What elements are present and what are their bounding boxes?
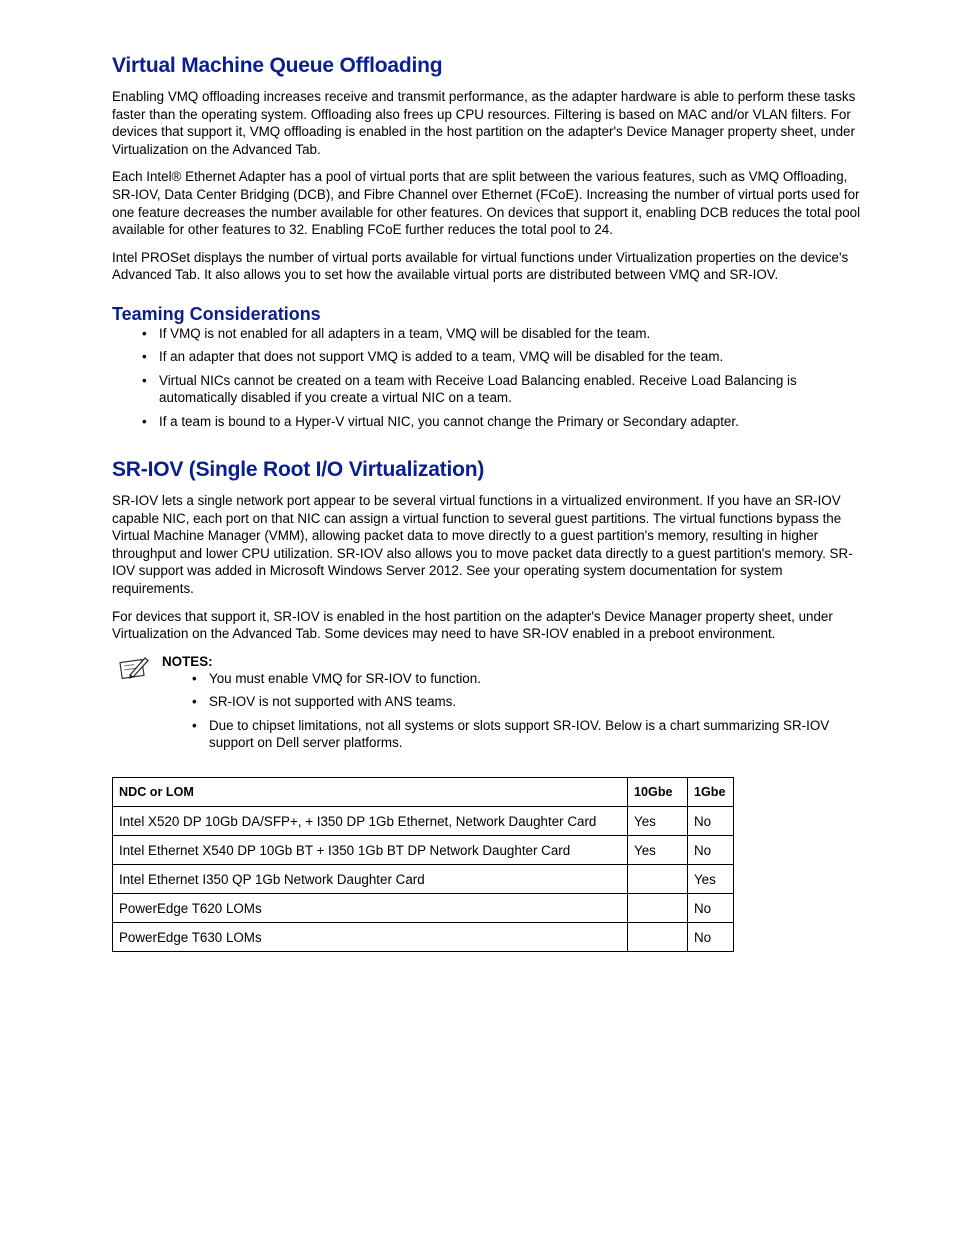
cell-device: Intel Ethernet I350 QP 1Gb Network Daughter Card [113,865,628,894]
sriov-heading: SR-IOV (Single Root I/O Virtualization) [112,457,485,481]
vmq-heading: Virtual Machine Queue Offloading [112,54,443,77]
vmq-paragraph-3: Intel PROSet displays the number of virtual ports available for virtual functions under Virtualization properties on the device's Advanced Tab. It also allows you to set how the available virtual ports are distributed between VMQ and SR-IOV. [112,249,849,283]
cell-device: PowerEdge T620 LOMs [113,894,628,923]
cell-device: PowerEdge T630 LOMs [113,923,628,952]
notes-list [112,670,864,752]
sriov-paragraph-2: For devices that support it, SR-IOV is enabled in the host partition on the adapter's Device Manager property sheet, under Virtualization on the Advanced Tab. Some devices may need to have SR-IOV enabled in a preboot environment. [112,608,833,642]
cell-10gbe [628,923,688,952]
cell-10gbe: Yes [628,836,688,865]
list-item: • You must enable VMQ for SR-IOV to function. [112,670,864,687]
header-1gbe: 1Gbe [687,778,733,807]
list-item: • If a team is bound to a Hyper-V virtual NIC, you cannot change the Primary or Secondary adapter. [112,413,864,430]
cell-1gbe: No [687,836,733,865]
cell-device: Intel X520 DP 10Gb DA/SFP+, + I350 DP 1Gb Ethernet, Network Daughter Card [113,807,628,836]
cell-10gbe [628,894,688,923]
sriov-support-table [112,777,734,952]
teaming-section [112,304,864,430]
cell-device: Intel Ethernet X540 DP 10Gb BT + I350 1Gb BT DP Network Daughter Card [113,836,628,865]
sriov-paragraph-1: SR-IOV lets a single network port appear to be several virtual functions in a virtualized environment. If you have an SR-IOV capable NIC, each port on that NIC can assign a virtual function to several guest partitions. The virtual functions bypass the Virtual Machine Manager (VMM), allowing packet data to move directly to a guest partition's memory, resulting in higher throughput and lower CPU utilization. SR-IOV also allows you to move packet data directly to a guest partition's memory. SR-IOV support was added in Microsoft Windows Server 2012. See your operating system documentation for system requirements. [112,492,853,596]
table-row [113,807,734,836]
cell-1gbe: Yes [687,865,733,894]
list-item: • Virtual NICs cannot be created on a team with Receive Load Balancing enabled. Receive Load Balancing is automatically disabled if you create a virtual NIC on a team. [112,372,864,407]
document-page [112,54,864,952]
teaming-list [112,325,864,430]
table-row [113,865,734,894]
table-row [113,836,734,865]
vmq-section [112,54,864,284]
notes-title: NOTES: [162,653,213,669]
cell-10gbe [628,865,688,894]
vmq-paragraph-2: Each Intel® Ethernet Adapter has a pool of virtual ports that are split between the various features, such as VMQ Offloading, SR-IOV, Data Center Bridging (DCB), and Fibre Channel over Ethernet (FCoE). Increasing the number of virtual ports used for one feature decreases the number available for other features. On devices that support it, enabling DCB reduces the total pool available for other features to 32. Enabling FCoE further reduces the total pool to 24. [112,169,861,238]
table-row [113,894,734,923]
header-10gbe: 10Gbe [628,778,688,807]
table-header-row [113,778,734,807]
list-item: • Due to chipset limitations, not all systems or slots support SR-IOV. Below is a chart summarizing SR-IOV support on Dell server platforms. [112,717,864,752]
header-ndc-lom: NDC or LOM [113,778,628,807]
cell-1gbe: No [687,894,733,923]
cell-1gbe: No [687,923,733,952]
table-row [113,923,734,952]
teaming-heading: Teaming Considerations [112,303,321,324]
cell-10gbe: Yes [628,807,688,836]
vmq-paragraph-1: Enabling VMQ offloading increases receive and transmit performance, as the adapter hardware is able to perform these tasks faster than the operating system. Offloading also frees up CPU resources. Filtering is based on MAC and/or VLAN filters. For devices that support it, VMQ offloading is enabled in the host partition on the adapter's Device Manager property sheet, under Virtualization on the Advanced Tab. [112,89,856,157]
list-item: • SR-IOV is not supported with ANS teams. [112,693,864,710]
list-item: • If VMQ is not enabled for all adapters in a team, VMQ will be disabled for the team. [112,325,864,342]
list-item: • If an adapter that does not support VMQ is added to a team, VMQ will be disabled for the team. [112,348,864,365]
notes-block [112,653,864,752]
sriov-section [112,458,864,952]
cell-1gbe: No [687,807,733,836]
